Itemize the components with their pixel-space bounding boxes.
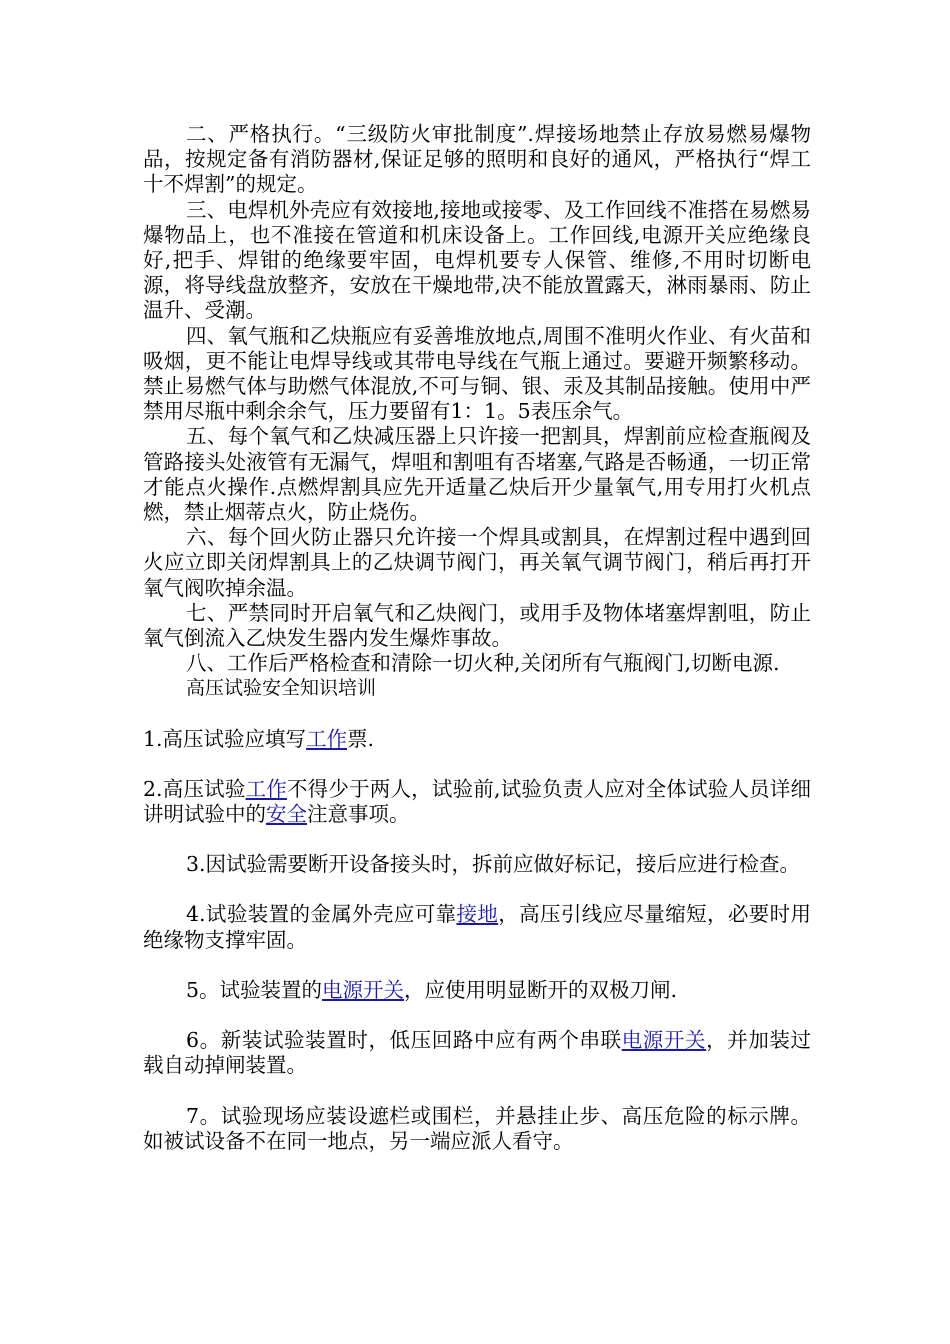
section-3: 三、电焊机外壳应有效接地,接地或接零、及工作回线不准搭在易燃易爆物品上，也不准接在管道和机床设备上。工作回线,电源开关应绝缘良好,把手、焊钳的绝缘要牢固，电焊机要专人保管、维修,不用时切断电源，将导线盘放整齐，安放在干燥地带,决不能放置露天，淋雨暴雨、防止温升、受潮。: [143, 197, 811, 323]
item-1: [143, 727, 811, 752]
item-2: [143, 777, 811, 827]
item-6: [143, 1028, 811, 1078]
training-title: 高压试验安全知识培训: [186, 677, 377, 700]
section-7: 七、严禁同时开启氧气和乙炔阀门，或用手及物体堵塞焊割咀，防止氧气倒流入乙炔发生器内发生爆炸事故。: [143, 600, 811, 651]
section-8: 八、工作后严格检查和清除一切火种,关闭所有气瓶阀门,切断电源.: [186, 651, 780, 676]
document-body: [143, 122, 811, 1154]
item-4-text-a: 4.试验装置的金属外壳应可靠: [186, 902, 457, 927]
item-5-text-a: 5。试验装置的: [186, 977, 323, 1002]
item-4: [143, 902, 811, 952]
section-2: 二、严格执行。“三级防火审批制度”.焊接场地禁止存放易燃易爆物品，按规定备有消防器材,保证足够的照明和良好的通风，严格执行“焊工十不焊割”的规定。: [143, 122, 811, 197]
link-work[interactable]: 工作: [245, 776, 287, 801]
link-power-switch[interactable]: 电源开关: [322, 977, 405, 1002]
item-1-text-a: 1.高压试验应填写: [143, 726, 307, 751]
link-safety[interactable]: 安全: [266, 802, 307, 827]
link-power-switch[interactable]: 电源开关: [621, 1028, 707, 1053]
section-4: 四、氧气瓶和乙炔瓶应有妥善堆放地点,周围不准明火作业、有火苗和吸烟，更不能让电焊导线或其带电导线在气瓶上通过。要避开频繁移动。禁止易燃气体与助燃气体混放,不可与铜、银、汞及其制品接触。使用中严禁用尽瓶中剩余余气，压力要留有1：1。5表压余气。: [143, 323, 811, 424]
link-grounding[interactable]: 接地: [456, 902, 499, 927]
item-5-text-b: ，应使用明显断开的双极刀闸.: [404, 977, 678, 1002]
item-7: 7。试验现场应装设遮栏或围栏，并悬挂止步、高压危险的标示牌。如被试设备不在同一地点，另一端应派人看守。: [143, 1103, 811, 1153]
item-3: 3.因试验需要断开设备接头时，拆前应做好标记，接后应进行检查。: [186, 852, 801, 877]
item-1-text-b: 票.: [347, 726, 375, 751]
item-2-text-b: 不得少于两人，试验前,试验负责人应对全体试验人员详细讲明试验中的: [143, 776, 812, 827]
item-5: [143, 978, 811, 1003]
item-4-text-b: ，高压引线应尽量缩短，必要时用绝缘物支撑牢固。: [143, 902, 812, 952]
item-6-text-b: ，并加装过载自动掉闸装置。: [143, 1028, 812, 1078]
item-2-text-a: 2.高压试验: [143, 776, 246, 801]
link-work[interactable]: 工作: [306, 726, 348, 751]
item-2-text-c: 注意事项。: [307, 802, 410, 827]
item-6-text-a: 6。新装试验装置时，低压回路中应有两个串联: [186, 1028, 622, 1053]
section-6: 六、每个回火防止器只允许接一个焊具或割具，在焊割过程中遇到回火应立即关闭焊割具上的乙炔调节阀门，再关氧气调节阀门，稍后再打开氧气阀吹掉余温。: [143, 525, 811, 600]
section-5: 五、每个氧气和乙炔减压器上只许接一把割具，焊割前应检查瓶阀及管路接头处液管有无漏气，焊咀和割咀有否堵塞,气路是否畅通，一切正常才能点火操作.点燃焊割具应先开适量乙炔后开少量氧气,用专用打火机点燃，禁止烟蒂点火，防止烧伤。: [143, 424, 811, 525]
